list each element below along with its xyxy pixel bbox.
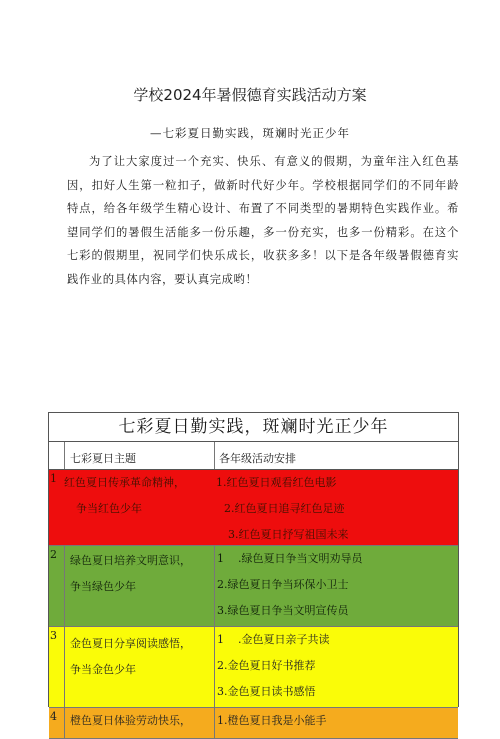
row-number: 4 [50, 710, 57, 723]
table-row-yellow [49, 627, 458, 708]
theme-cell [64, 546, 214, 626]
header-plan: 各年级活动安排 [214, 442, 458, 469]
plan-item: 2.红色夏日追寻红色足迹 [224, 502, 345, 515]
row-number: 1 [50, 472, 57, 485]
table-row-green [49, 546, 458, 627]
table-row-orange [49, 708, 458, 739]
page-title: 学校2024年暑假德育实践活动方案 [133, 86, 367, 104]
theme-line: 金色夏日分享阅读感悟， [70, 637, 191, 650]
plan-cell [214, 627, 458, 707]
theme-line: 争当金色少年 [70, 663, 136, 676]
plan-item: 3.金色夏日读书感悟 [217, 685, 316, 698]
theme-cell [64, 627, 214, 707]
row-number: 2 [50, 548, 57, 561]
theme-line: 橙色夏日体验劳动快乐， [70, 714, 191, 727]
plan-item: 1.红色夏日观看红色电影 [216, 476, 337, 489]
plan-cell [214, 546, 458, 626]
plan-item: 3.红色夏日抒写祖国未来 [228, 528, 349, 541]
plan-item: 3.绿色夏日争当文明宣传员 [217, 604, 349, 617]
theme-line: 红色夏日传承革命精神， [64, 476, 185, 489]
table-header-row [49, 442, 458, 470]
plan-item: 1 .绿色夏日争当文明劝导员 [217, 552, 363, 565]
activity-table [48, 412, 459, 727]
page-subtitle: —七彩夏日勤实践，斑斓时光正少年 [150, 126, 350, 140]
plan-item: 1 .金色夏日亲子共读 [217, 633, 330, 646]
theme-line: 争当红色少年 [76, 502, 142, 515]
row-number: 3 [50, 629, 57, 642]
header-theme: 七彩夏日主题 [64, 442, 214, 469]
intro-paragraph: 为了让大家度过一个充实、快乐、有意义的假期，为童年注入红色基因，扣好人生第一粒扣子，做新时代好少年。学校根据同学们的不同年龄特点，给各年级学生精心设计、布置了不同类型的暑期特色实践作业。希望同学们的暑假生活能多一份乐趣，多一份充实，也多一份精彩。在这个七彩的假期里，祝同学们快乐成长，收获多多！以下是各年级暑假德育实践作业的具体内容，要认真完成哟！ [67, 155, 459, 286]
plan-item: 2.金色夏日好书推荐 [217, 659, 316, 672]
theme-line: 绿色夏日培养文明意识， [70, 554, 191, 567]
theme-cell [64, 470, 214, 545]
plan-item: 2.绿色夏日争当环保小卫士 [217, 578, 349, 591]
plan-item: 1.橙色夏日我是小能手 [217, 714, 327, 727]
plan-cell [214, 708, 458, 738]
theme-line: 争当绿色少年 [70, 580, 136, 593]
plan-cell [214, 470, 458, 545]
table-row-red [49, 470, 458, 546]
header-num-cell [49, 442, 64, 469]
theme-cell [64, 708, 214, 738]
table-title: 七彩夏日勤实践，斑斓时光正少年 [49, 413, 458, 442]
